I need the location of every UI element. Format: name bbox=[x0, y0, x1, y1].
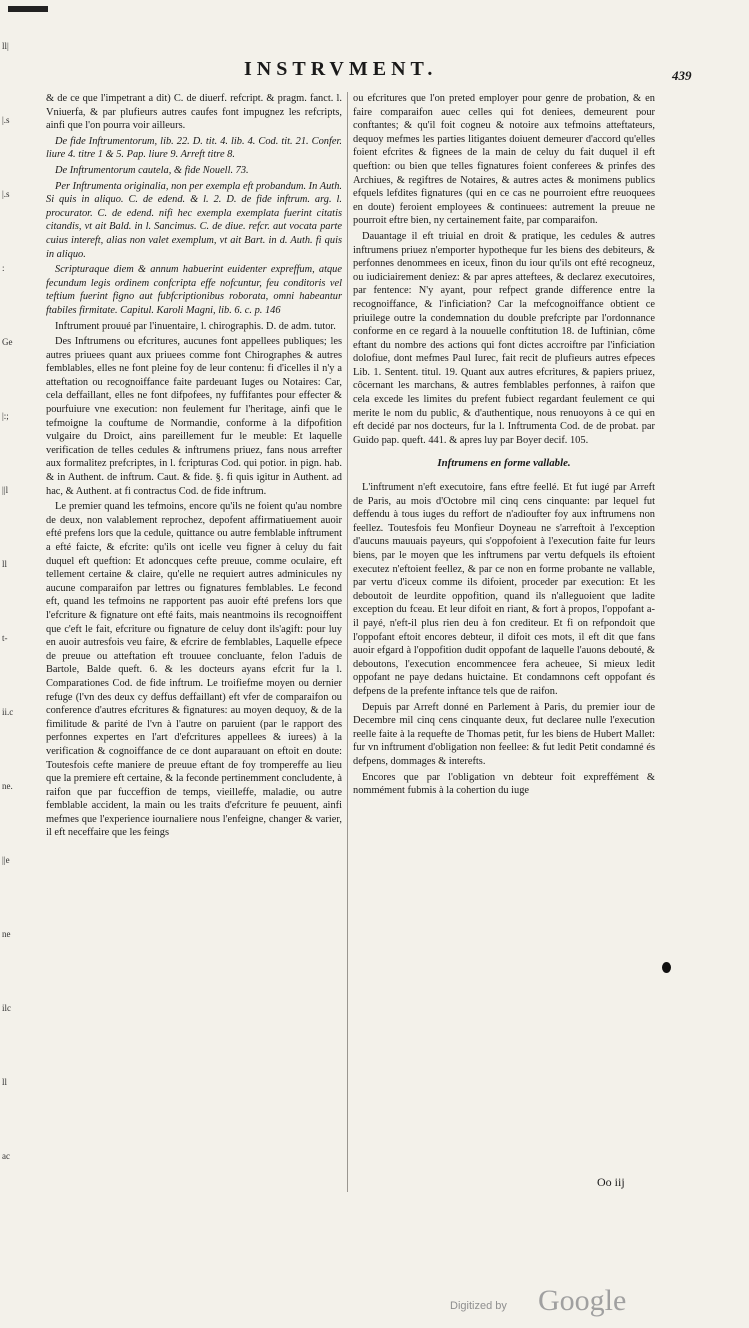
margin-note: t- bbox=[2, 633, 8, 643]
ink-blot-mark bbox=[662, 962, 671, 973]
margin-note: |.s bbox=[2, 189, 10, 199]
paragraph: Inftrument prouué par l'inuentaire, l. chirographis. D. de adm. tutor. bbox=[55, 320, 336, 332]
margin-note: |:; bbox=[2, 411, 9, 421]
paragraph: Des Inftrumens ou efcritures, aucunes font appellees publiques; les autres priuees quant aux priuees comme font Chirographes & autres femblables, elles ne font pleine foy de leur contenu: fi d'icelles il n'y a atteftation ou recognoiffance faite pardeuant Iuges ou Notaires: Car, cela deffaillant, elles ne font difpofees, ny fuffifantes pour effecter & pourfuiure vne execution: non feulement fur l'heritage, ainfi que le tefmoigne la couftume de Normandie, conforme à la difpofition vulgaire du Droict, ains pareillement fur le meuble: Et laquelle verification de telles cedules & inftrumens priuez, fans nous arrefter aux formalitez prefcriptes, in l. fcripturas Cod. qui potior. in pign. hab. & in Authent. de inftrum. Caut. & fide. §. fi quis igitur in Authent. ad hac, & Authent. at fi contractus Cod. de fide inftrum. bbox=[46, 336, 342, 497]
margin-note: ne. bbox=[2, 781, 13, 791]
left-column bbox=[46, 92, 342, 842]
margin-note: ac bbox=[2, 1151, 10, 1161]
margin-note: ll bbox=[2, 1077, 8, 1087]
page-number: 439 bbox=[672, 68, 692, 83]
paragraph: & de ce que l'impetrant a dit) C. de diuerf. refcript. & pragm. fanct. l. Vniuerfa, & par plufieurs autres caufes font impugnez les refcripts, ainfi que l'on pourra voir ailleurs. bbox=[46, 93, 342, 132]
signature-catchword: Oo iij bbox=[597, 1175, 625, 1189]
right-column bbox=[353, 92, 655, 800]
margin-note: ilc bbox=[2, 1003, 11, 1013]
margin-note: ne bbox=[2, 929, 11, 939]
paragraph: Dauantage il eft triuial en droit & pratique, les cedules & autres inftrumens priuez n'emporter hypotheque fur les biens des debiteurs, & perfonnes denommees en iceux, finon du iour qu'ils ont efté recogneuz, ou iudiciairement deniez: & par apres atteftees, & declarez executoires, par fentence: N'y ayant, pour refpect grande difference entre la recognoiffance, & l'inficiation? Car la mefcognoiffance obtient ce priuilege outre la condemnation du double prefcripte par l'ordonnance conforme en ce regard à la nouuelle conftitution 18. de Iuftinian, côme eftant du nombre des actions qui font dictes accroiftre par l'inficiation dolofiue, dont mefmes Paul Iurec, fait recit de plufieurs autres efpeces Lib. 1. Sentent. titul. 19. Quant aux autres efcritures, & papiers priuez, côcernant les marchans, & autres femblables perfonnes, à raifon que cela excede les limites du prefent fubiect regardant feulement ce qui merite le nom du public, & d'authentique, nous renuoyons à ce qui en eft decidé par nos docteurs, fur la l. Inftrumenta Cod. de de probat. par Guido pap. queft. 441. & apres luy par Boyer decif. 105. bbox=[353, 230, 655, 446]
paragraph: De Inftrumentorum cautela, & fide Nouell. 73. bbox=[55, 164, 249, 176]
google-logo: Google bbox=[538, 1284, 627, 1317]
margin-note: |.s bbox=[2, 115, 10, 125]
margin-note: ||l bbox=[2, 485, 9, 495]
previous-page-margin-notes bbox=[2, 40, 24, 1224]
page-edge-mark bbox=[8, 6, 48, 12]
paragraph: Scripturaque diem & annum habuerint euidenter expreffum, atque fecundum legis ordinem confcripta effe nofcuntur, feu conditoris vel teftium fuerint figno aut fubfcriptionibus roborata, omni habeantur ftabiles firmitate. Capitul. Karoli Magni, lib. 6. c. p. 146 bbox=[46, 264, 342, 316]
paragraph: Le premier quand les tefmoins, encore qu'ils ne foient qu'au nombre de deux, non valablement reprochez, depofent affirmatiuement auoir efté prefens lors que la cedule, quittance ou autre femblable inftrument a efté faicte, & efcrite: qu'ils ont icelle veu figner à celuy du fait duquel eft queftion: Et adoncques cefte preuue, comme oculaire, eft tellement certaine & claire, qu'elle ne requiert autres adminicules ny aucune comparaifon par lettres ou fignatures femblables. Le fecond eft, quand les tefmoins ne rapportent pas auoir efté prefens lors que l'efcriture & fignature ont efté faits, mais neantmoins ils recognoiffent que c'eft le fait, efcriture ou fignature de celuy dont ils'agift: pour luy en auoir autresfois veu faire, & efcrire de femblables, Laquelle efpece de preuue ou atteftation eft trouuee concluante, felon l'aduis de Bartole, Balde queft. 6. & les docteurs ayans efcrit fur la l. Comparationes Cod. de fide inftrum. Le troifiefme moyen ou dernier refuge (l'vn des deux cy deffus deffaillant) eft vfer de comparaifon ou conference d'autres efcritures & fignatures: au moyen dequoy, & de la fimilitude & parité de l'vn à l'autre on paruient (par le rapport des perfonnes expertes en l'art d'efcritures appellees & iurees) à la verification & cognoiffance de ce dont auparauant on eftoit en doute: Toutesfois cefte maniere de preuue eftant de foy trompereffe au lieu que la premiere eft certaine, & la feconde pertinemment concludente, à raifon que par fucceffion de temps, vieilleffe, maladie, ou autre femblable accident, la main ou les traits d'efcriture fe peuuent, ainfi mefmes que l'experience iournaliere nous l'enfeigne, changer & varier, il eft neceffaire que les feings bbox=[46, 501, 342, 839]
margin-note: ll bbox=[2, 559, 8, 569]
watermark-prefix: Digitized by bbox=[450, 1300, 507, 1312]
paragraph: L'inftrument n'eft executoire, fans eftre feellé. Et fut iugé par Arreft de Paris, au mois d'Octobre mil cinq cens cinquante: par lequel fut deffendu à tous iuges du reffort de n'adioufter foy aux inftrumens non feellez. Toutesfois feu Monfieur Doyneau ne s'arreftoit à l'exception d'aucuns mauuais payeurs, qui s'oppofoient à l'execution faite fur leurs biens, par le moyen que les inftrumens par vertu defquels ils eftoient executez n'eftoient feellez, & par ce non en forme probante ne vallable, par vertu d'iceux comme ils difoient, proceder par execution: Et les deboutoit de leurdite oppofition, quand ils n'alleguoient que ladite exception du fceau. Et leur difoit en riant, & fort à propos, l'oppofant a-il payé, n'eft-il plus rien deu à fon crediteur. Et fi on refpondoit que l'oppofant eftoit encores debteur, il difoit ces mots, il eft dit que fans auoir efgard à l'oppofition dudit oppofant de laquelle l'auons debouté, & deboutons, l'execution encommencee fera acheuee, Si mieux ledit oppofant ne paye dedans huictaine. Et condamnons ceft oppofant és defpens de la prefente inftance tels que de raifon. bbox=[353, 482, 655, 697]
margin-note: ||e bbox=[2, 855, 10, 865]
digitization-watermark bbox=[450, 1286, 740, 1320]
paragraph: De fide Inftrumentorum, lib. 22. D. tit. 4. lib. 4. Cod. tit. 21. Confer. liure 4. titre 1 & 5. Pap. liure 9. Arreft titre 8. bbox=[46, 135, 342, 161]
paragraph: Per Inftrumenta originalia, non per exempla eft probandum. In Auth. Si quis in aliquo. C. de edend. & l. 2. D. de fide inftrum. arg. l. procurator. C. de edend. nifi hec exempla exemplata fuerint citatis citandis, vt ait Bald. in l. Sancimus. C. de diue. refcr. aut vocata parte cuius intereft, alias non valet exemplum, vt ait Bart. in d. Auth. fi quis in aliquo. bbox=[46, 180, 342, 260]
column-divider bbox=[347, 92, 348, 1192]
running-title: INSTRVMENT. bbox=[244, 58, 438, 80]
margin-note: Ge bbox=[2, 337, 13, 347]
paragraph: ou efcritures que l'on preted employer pour genre de probation, & en faire comparaifon auec celles qui fot deniees, demeurent pour conftantes; & qu'il foit cogneu & notoire aux tefmoins atteftateurs, dequoy mefmes les parties litigantes doiuent demeurer d'accord qu'elles foient efcrites & fignees de la main de celuy du fait duquel il eft queftion: ou bien que telles fignatures foient conferees & prinfes des Archiues, & regiftres de Notaires, & autres actes & monimens publics efquels lefdites fignatures (qui en ce cas ne pourroient eftre reuoquees en doute) feroient employees & continuees: autrement la preuue ne pourroit eftre bien, ny certainement faite, par comparaifon. bbox=[353, 93, 655, 227]
paragraph: Encores que par l'obligation vn debteur foit expreffément & nommément fubmis à la cohertion du iuge bbox=[353, 771, 655, 797]
margin-note: ll| bbox=[2, 41, 9, 51]
margin-note: ii.c bbox=[2, 707, 14, 717]
margin-note: : bbox=[2, 263, 5, 273]
paragraph: Depuis par Arreft donné en Parlement à Paris, du premier iour de Decembre mil cinq cens cinquante deux, fut declaree nulle l'execution reelle faite à la requefte de Thomas petit, fur les biens de Hubert Mallet: fur vn inftrument d'obligation non feellee: & fut ledit Petit condamné és defpens, dommages & interefts. bbox=[353, 701, 655, 767]
section-heading: Inftrumens en forme vallable. bbox=[437, 457, 571, 470]
